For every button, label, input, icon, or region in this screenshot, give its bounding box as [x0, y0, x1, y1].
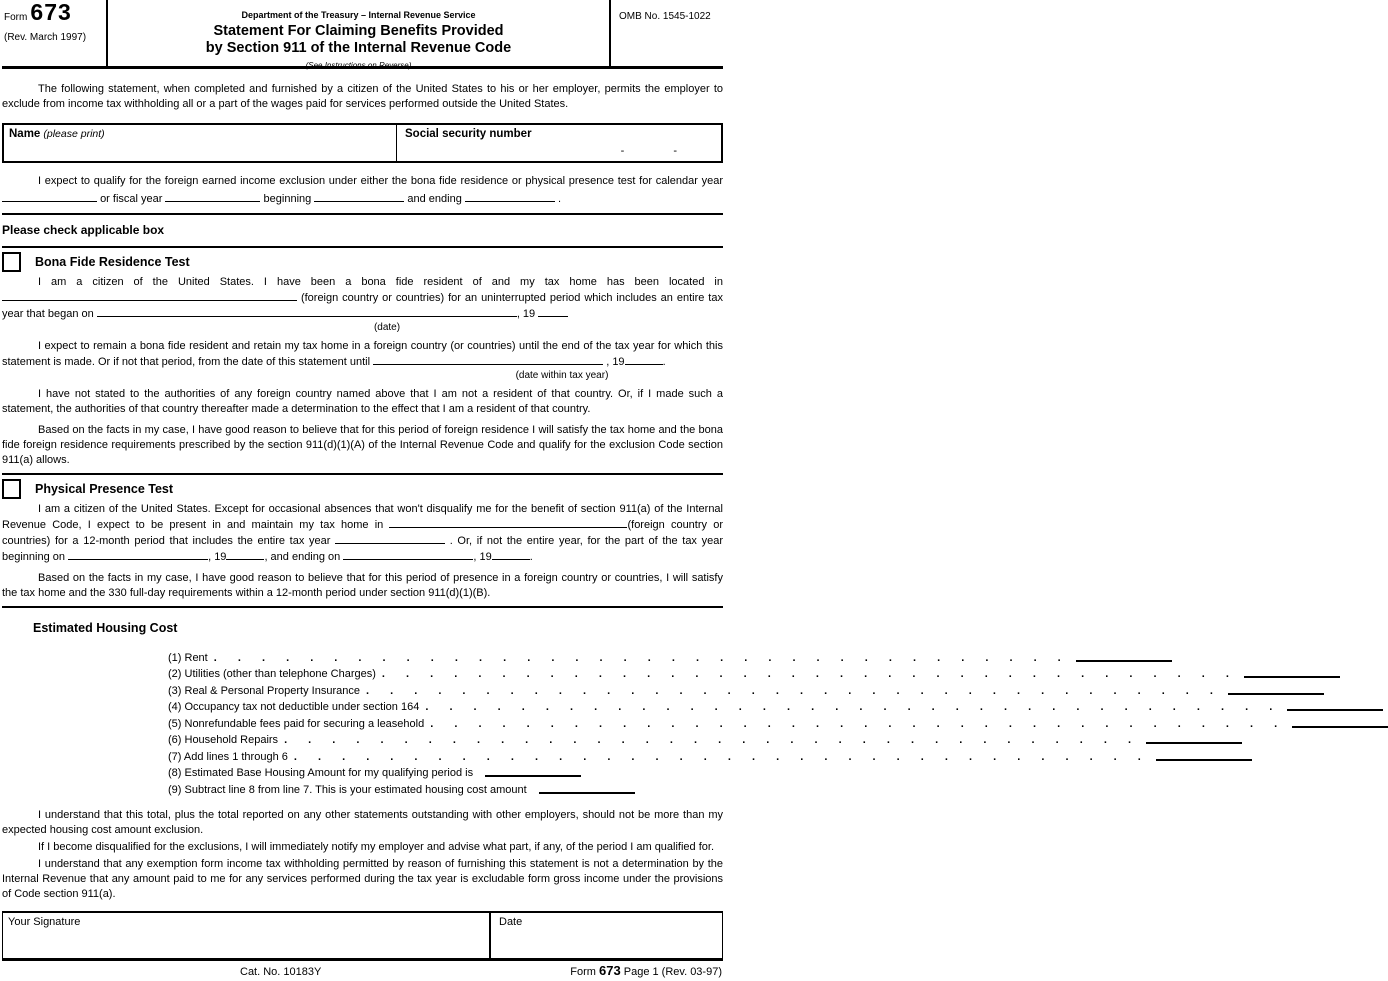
housing-line-5: [2, 714, 723, 731]
housing-amount-field-3[interactable]: [1228, 692, 1324, 695]
agency-line: Department of the Treasury – Internal Revenue Service: [241, 10, 476, 20]
ssn-label: Social security number: [405, 128, 532, 140]
bona-until-date-field[interactable]: [373, 354, 603, 365]
date-sublabel: (date): [373, 322, 401, 333]
bona-country-field[interactable]: [2, 290, 297, 301]
identity-box: [2, 123, 723, 163]
physical-tax-year-field[interactable]: [335, 533, 445, 544]
beginning-date-field[interactable]: [314, 191, 404, 202]
physical-paragraph-2: Based on the facts in my case, I have good reason to believe that for this period of presence in a foreign country or countries, I will satisfy the tax home and the 330 full-day requirements within a 12-month period under section 911(d)(1)(B).: [2, 572, 723, 599]
footer-form-word: Form: [570, 965, 596, 978]
footer-form-reference: [570, 963, 722, 980]
physical-presence-section-head: [2, 479, 723, 499]
housing-line-label: (3) Real & Personal Property Insurance: [168, 684, 360, 697]
housing-line-label: (2) Utilities (other than telephone Charges): [168, 668, 376, 680]
housing-line-label: (5) Nonrefundable fees paid for securing a leasehold: [168, 717, 425, 730]
bona-fide-checkbox[interactable]: [2, 252, 21, 272]
divider-rule: [2, 246, 723, 248]
bona-began-date-field[interactable]: [97, 306, 517, 317]
closing-paragraph-1: I understand that this total, plus the total reported on any other statements outstanding with other employers, should not be more than my expected housing cost amount exclusion.: [2, 808, 723, 836]
physical-paragraph-1: [2, 502, 723, 565]
bona-fide-section-head: [2, 252, 723, 272]
footer-form-number: 673: [598, 962, 621, 978]
form-title-line2: by Section 911 of the Internal Revenue Code: [205, 40, 512, 56]
housing-amount-field-7[interactable]: [1156, 758, 1252, 761]
housing-amount-field-1[interactable]: [1076, 659, 1172, 662]
physical-begin-year-field[interactable]: [226, 549, 264, 560]
check-applicable-box-heading: Please check applicable box: [2, 223, 165, 237]
closing-paragraph-3: I understand that any exemption form income tax withholding permitted by reason of furnishing this statement is not a determination by the Internal Revenue that any amount paid to me for any services performed during the tax year is excludable form gross income under the provisions of Code section 911(a).: [2, 857, 723, 900]
housing-line-8: [2, 764, 723, 781]
physical-p1-text-f: , 19: [473, 551, 492, 563]
bona-fide-paragraph-3: I have not stated to the authorities of any foreign country named above that I am not a resident of that country. Or, if I made such a statement, the authorities of that country thereafter made a determination to the effect that I am a resident of that country.: [2, 388, 723, 415]
form-number: 673: [30, 0, 72, 25]
physical-p1-text-c: . Or, if not the entire year, for the part of the tax year beginning on: [2, 535, 723, 563]
see-instructions-note: (See Instructions on Reverse): [305, 61, 412, 70]
housing-amount-field-4[interactable]: [1287, 708, 1383, 711]
bona-fide-paragraph-2: [2, 339, 723, 370]
form-revision: (Rev. March 1997): [4, 32, 87, 43]
date-label: Date: [499, 915, 523, 928]
dot-leader: [294, 750, 1150, 764]
housing-line-label: (6) Household Repairs: [168, 734, 279, 746]
physical-p1-text-g: .: [529, 551, 533, 563]
form-header: [2, 0, 723, 69]
housing-line-2: [2, 665, 723, 682]
housing-line-4: [2, 698, 723, 715]
qualify-paragraph: [2, 172, 723, 208]
bona-p1-text-a: I am a citizen of the United States. I have been a bona fide resident of and my tax home has been located in: [38, 276, 723, 288]
housing-amount-field-9[interactable]: [539, 791, 635, 794]
physical-presence-heading: Physical Presence Test: [35, 481, 174, 496]
physical-end-year-field[interactable]: [492, 549, 530, 560]
closing-paragraph-2: If I become disqualified for the exclusions, I will immediately notify my employer and advise what part, if any, of the period I am qualified for.: [38, 840, 715, 853]
name-hint: (please print): [43, 128, 105, 140]
form-number-block: [2, 0, 108, 66]
dot-leader: [382, 667, 1238, 681]
footer-page-info: Page 1 (Rev. 03-97): [623, 965, 722, 978]
physical-p1-text-a: I am a citizen of the United States. Except for occasional absences that won't disqualify me for the benefit of section 911(a) of the Internal Revenue Code, I expect to be present in and maintain my tax home in: [2, 503, 723, 531]
housing-line-label: (4) Occupancy tax not deductible under section 164: [168, 701, 420, 713]
physical-country-field[interactable]: [389, 517, 627, 528]
divider-rule: [2, 473, 723, 475]
qualify-period: .: [557, 193, 562, 205]
divider-rule: [2, 606, 723, 608]
ssn-separators: - -: [620, 145, 677, 157]
qualify-text-or-fiscal: or fiscal year: [100, 193, 163, 205]
dot-leader: [366, 684, 1222, 698]
bona-p1-text-b: (foreign country or countries) for an uninterrupted period which includes an entire tax year that began on: [2, 292, 723, 320]
bona-began-year-field[interactable]: [538, 306, 568, 317]
signature-field[interactable]: [3, 913, 491, 958]
physical-p1-text-e: , and ending on: [264, 551, 341, 563]
dot-leader: [425, 700, 1281, 714]
housing-line-3: [2, 681, 723, 698]
bona-p2-text-a: I expect to remain a bona fide resident and retain my tax home in a foreign country (or countries) until the end of the tax year for which this statement is made. Or if not that period, from the date of this statement until: [2, 340, 723, 368]
name-label: Name: [9, 128, 41, 140]
ending-date-field[interactable]: [465, 191, 555, 202]
page-footer: [2, 961, 723, 981]
housing-amount-field-8[interactable]: [485, 774, 581, 777]
housing-line-label: (7) Add lines 1 through 6: [168, 750, 288, 763]
omb-number: OMB No. 1545-1022: [619, 11, 711, 22]
bona-fide-paragraph-4: Based on the facts in my case, I have good reason to believe that for this period of foreign residence I will satisfy the tax home and the bona fide foreign residence requirements prescribed by the section 911(d)(1)(A) of the Internal Revenue Code and qualify for the exclusion Code section 911(a) allows.: [2, 424, 723, 466]
bona-p1-text-c: , 19: [516, 308, 536, 320]
fiscal-year-field[interactable]: [165, 191, 260, 202]
housing-line-label: (9) Subtract line 8 from line 7. This is your estimated housing cost amount: [168, 783, 527, 796]
dot-leader: [430, 717, 1286, 731]
signature-label: Your Signature: [8, 915, 81, 928]
housing-line-9: [2, 780, 723, 797]
housing-amount-field-6[interactable]: [1146, 741, 1242, 744]
bona-fide-heading: Bona Fide Residence Test: [35, 254, 190, 269]
qualify-text-lead: I expect to qualify for the foreign earned income exclusion under either the bona fide residence or physical presence test for calendar year: [38, 175, 723, 187]
intro-paragraph: The following statement, when completed and furnished by a citizen of the United States to his or her employer, permits the employer to exclude from income tax withholding all or a part of the wages paid for services performed outside the United States.: [2, 83, 723, 110]
housing-line-label: (8) Estimated Base Housing Amount for my qualifying period is: [168, 767, 474, 779]
date-field[interactable]: [491, 913, 722, 958]
qualify-text-and-ending: and ending: [407, 193, 462, 205]
physical-p1-text-d: , 19: [208, 551, 227, 563]
housing-cost-heading: Estimated Housing Cost: [33, 621, 178, 635]
housing-amount-field-5[interactable]: [1292, 725, 1388, 728]
bona-fide-paragraph-1: [2, 275, 723, 322]
form-title-line1: Statement For Claiming Benefits Provided: [213, 23, 504, 39]
form-title-block: [108, 0, 611, 70]
form-word-label: Form: [4, 12, 28, 23]
bona-until-year-field[interactable]: [625, 354, 663, 365]
date-within-tax-year-sublabel: (date within tax year): [515, 370, 609, 381]
catalog-number: Cat. No. 10183Y: [240, 965, 322, 978]
housing-line-1: [2, 648, 723, 665]
ssn-field[interactable]: [397, 125, 721, 161]
housing-line-7: [2, 747, 723, 764]
signature-box: [2, 911, 723, 961]
name-field[interactable]: [4, 125, 397, 161]
housing-line-6: [2, 731, 723, 748]
housing-line-label: (1) Rent: [168, 651, 208, 664]
physical-p1-text-b: (foreign country or countries) for a 12-month period that includes the entire tax year: [2, 519, 723, 547]
housing-amount-field-2[interactable]: [1244, 675, 1340, 678]
dot-leader: [214, 651, 1070, 665]
physical-end-date-field[interactable]: [343, 549, 473, 560]
physical-presence-checkbox[interactable]: [2, 479, 21, 499]
qualify-text-beginning: beginning: [263, 193, 312, 205]
dot-leader: [284, 733, 1140, 747]
bona-p2-text-c: .: [662, 356, 666, 368]
bona-p2-text-b: , 19: [606, 356, 625, 368]
housing-cost-list: [2, 648, 723, 797]
physical-begin-date-field[interactable]: [68, 549, 208, 560]
calendar-year-field[interactable]: [2, 191, 97, 202]
